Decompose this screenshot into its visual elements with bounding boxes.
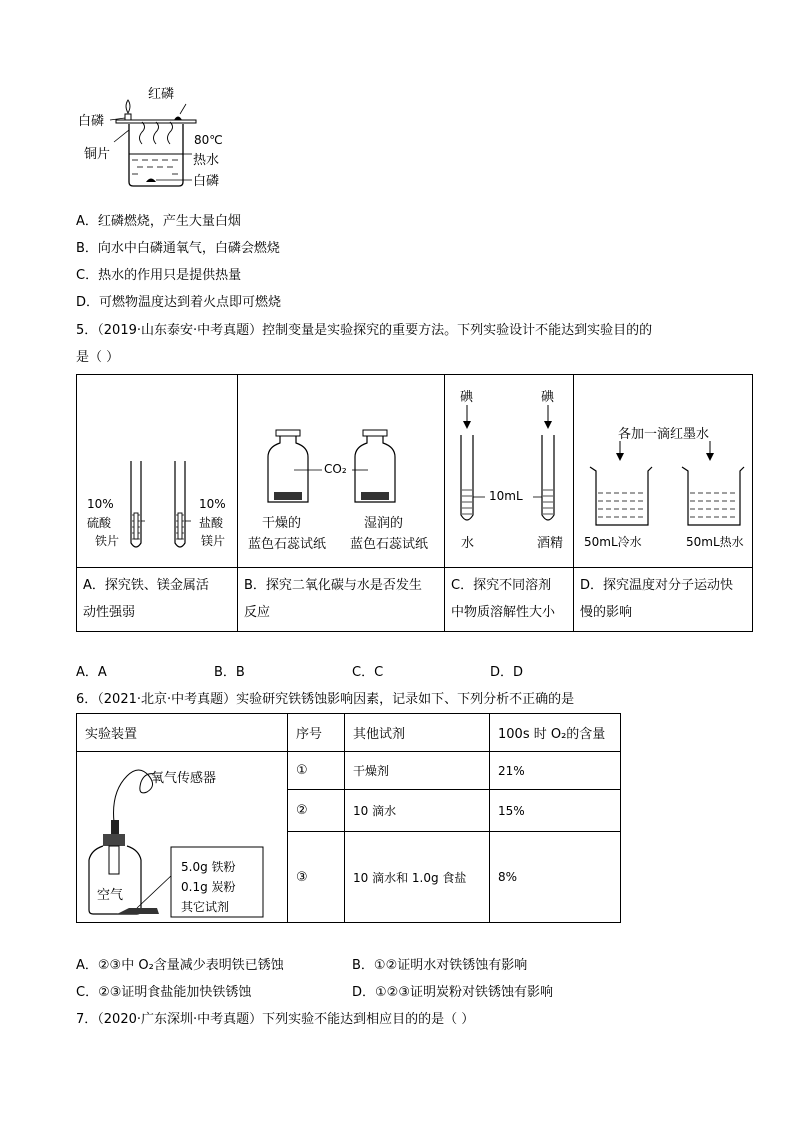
q4-figure bbox=[74, 82, 254, 192]
q6-header-apparatus: 实验装置 bbox=[77, 714, 288, 752]
alcohol-label: 酒精 bbox=[537, 536, 564, 551]
q6-row2-no: ② bbox=[288, 790, 345, 832]
q5-option-a[interactable]: A．A bbox=[76, 665, 107, 680]
tube-right-acid: 盐酸 bbox=[199, 516, 224, 530]
q6-data-table bbox=[76, 713, 621, 923]
reagent-box-line3: 其它试剂 bbox=[181, 900, 230, 914]
reagent-box-line1: 5.0g 铁粉 bbox=[181, 860, 236, 874]
water-label: 水 bbox=[461, 536, 475, 551]
q5-cell-a-figure bbox=[77, 375, 238, 568]
reagent-box-line2: 0.1g 炭粉 bbox=[181, 880, 236, 894]
q5-experiment-table bbox=[76, 374, 753, 632]
tube-left-concentration: 10% bbox=[87, 497, 114, 511]
q5-cell-a-caption: A．探究铁、镁金属活 动性强弱 bbox=[77, 568, 238, 632]
cold-water-label: 50mL冷水 bbox=[584, 535, 642, 549]
q6-row3-o2: 8% bbox=[490, 832, 621, 923]
q6-row1-o2: 21% bbox=[490, 752, 621, 790]
q4-option-d[interactable]: D．可燃物温度达到着火点即可燃烧 bbox=[76, 295, 282, 310]
q5-cell-b-caption: B．探究二氧化碳与水是否发生 反应 bbox=[238, 568, 445, 632]
q6-option-a[interactable]: A．②③中 O₂含量减少表明铁已锈蚀 bbox=[76, 958, 284, 973]
q6-row1-reagent: 干燥剂 bbox=[345, 752, 490, 790]
q6-apparatus-cell bbox=[77, 752, 288, 923]
dry-paper-label-line1: 干燥的 bbox=[262, 516, 302, 531]
q4-option-c[interactable]: C．热水的作用只是提供热量 bbox=[76, 268, 242, 283]
q5-stem-line2: 是（ ） bbox=[76, 350, 120, 365]
q7-stem: 7．（2020·广东深圳·中考真题）下列实验不能达到相应目的的是（ ） bbox=[76, 1012, 475, 1027]
wet-paper-label-line1: 湿润的 bbox=[364, 516, 404, 531]
q6-header-reagent: 其他试剂 bbox=[345, 714, 490, 752]
q5-option-c[interactable]: C．C bbox=[352, 665, 384, 680]
q6-row3-no: ③ bbox=[288, 832, 345, 923]
q5-cell-d-figure bbox=[574, 375, 753, 568]
q5-option-d[interactable]: D．D bbox=[490, 665, 524, 680]
tube-left-metal: 铁片 bbox=[95, 534, 120, 548]
q6-row3-reagent: 10 滴水和 1.0g 食盐 bbox=[345, 832, 490, 923]
iodine-left-label: 碘 bbox=[460, 390, 474, 405]
co2-label: CO₂ bbox=[324, 462, 347, 476]
q5-cell-c-figure bbox=[445, 375, 574, 568]
q6-option-d[interactable]: D．①②③证明炭粉对铁锈蚀有影响 bbox=[352, 985, 553, 1000]
q6-row1-no: ① bbox=[288, 752, 345, 790]
label-white-phosphorus-top: 白磷 bbox=[78, 114, 105, 129]
tube-right-metal: 镁片 bbox=[201, 534, 226, 548]
label-copper-sheet: 铜片 bbox=[84, 147, 111, 162]
tube-left-acid: 硫酸 bbox=[87, 516, 112, 530]
iodine-right-label: 碘 bbox=[541, 390, 555, 405]
q6-option-b[interactable]: B．①②证明水对铁锈蚀有影响 bbox=[352, 958, 528, 973]
air-label: 空气 bbox=[97, 888, 124, 903]
q6-stem: 6．（2021·北京·中考真题）实验研究铁锈蚀影响因素，记录如下、下列分析不正确的是 bbox=[76, 692, 575, 707]
q5-cell-c-caption: C．探究不同溶剂 中物质溶解性大小 bbox=[445, 568, 574, 632]
label-temperature: 80℃ bbox=[194, 133, 223, 147]
q5-stem-line1: 5．（2019·山东泰安·中考真题）控制变量是实验探究的重要方法。下列实验设计不能达到实验目的的 bbox=[76, 323, 653, 338]
red-ink-label: 各加一滴红墨水 bbox=[618, 427, 710, 442]
tube-right-concentration: 10% bbox=[199, 497, 226, 511]
q6-option-c[interactable]: C．②③证明食盐能加快铁锈蚀 bbox=[76, 985, 252, 1000]
dry-paper-label-line2: 蓝色石蕊试纸 bbox=[248, 537, 327, 552]
q5-cell-d-caption: D．探究温度对分子运动快 慢的影响 bbox=[574, 568, 753, 632]
volume-label: 10mL bbox=[489, 489, 523, 503]
q6-header-o2: 100s 时 O₂的含量 bbox=[490, 714, 621, 752]
oxygen-sensor-label: 氧气传感器 bbox=[151, 771, 217, 786]
q6-header-no: 序号 bbox=[288, 714, 345, 752]
q5-cell-b-figure bbox=[238, 375, 445, 568]
label-hot-water: 热水 bbox=[193, 153, 220, 168]
hot-water-label: 50mL热水 bbox=[686, 535, 744, 549]
wet-paper-label-line2: 蓝色石蕊试纸 bbox=[350, 537, 429, 552]
label-white-phosphorus-bottom: 白磷 bbox=[193, 174, 220, 189]
q5-option-b[interactable]: B．B bbox=[214, 665, 245, 680]
q6-row2-o2: 15% bbox=[490, 790, 621, 832]
q6-row2-reagent: 10 滴水 bbox=[345, 790, 490, 832]
q4-option-a[interactable]: A．红磷燃烧，产生大量白烟 bbox=[76, 214, 241, 229]
q4-option-b[interactable]: B．向水中白磷通氧气，白磷会燃烧 bbox=[76, 241, 280, 256]
label-red-phosphorus: 红磷 bbox=[148, 87, 175, 102]
